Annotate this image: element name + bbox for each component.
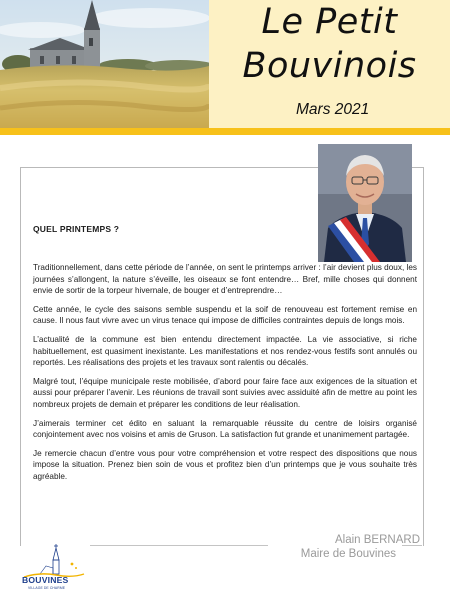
signature-divider (90, 545, 268, 546)
signature-role: Maire de Bouvines (300, 548, 396, 560)
editorial-paragraph: Cette année, le cycle des saisons semble suspendu et la soif de renouveau est fortement remise en cause. Il nous faut vivre avec un virus tenace qui impose de difficiles contraintes depuis de longs mois. (33, 304, 417, 326)
logo-tagline: VILLAGE DE CHARME (28, 586, 66, 590)
editorial-paragraph: L’actualité de la commune est bien entendu directement impactée. La vie associative, si riche habituellement, est quasiment inexistante. Les manifestations et nos rendez-vous festifs sont annulés ou reportés. Les réalisations des projets et les travaux sont ralentis ou décalés. (33, 334, 417, 368)
masthead (0, 0, 450, 128)
church-landscape-photo (0, 0, 209, 128)
editorial-body (33, 262, 417, 490)
editorial-paragraph: J’aimerais terminer cet édito en saluant la remarquable réussite du centre de loisirs organisé conjointement avec nos voisins et amis de Gruson. La satisfaction fut grande et unanimement partagée. (33, 418, 417, 440)
editorial-paragraph: Malgré tout, l’équipe municipale reste mobilisée, d’abord pour faire face aux exigences de la situation et aussi pour préparer l’avenir. Les réunions de travail sont suivies avec assiduité afin de mettre au point les nombreux projets de demain et préparer les conditions de leur réalisation. (33, 376, 417, 409)
mayor-portrait-photo (318, 144, 412, 262)
signature-name: Alain BERNARD (335, 534, 420, 546)
newsletter-title-line2: Bouvinois (242, 46, 417, 86)
town-logo (20, 544, 86, 594)
signature-block (270, 534, 420, 562)
newsletter-title-line1: Le Petit (261, 2, 398, 42)
logo-name: BOUVINES (22, 575, 69, 585)
header-accent-band (0, 128, 450, 135)
editorial-paragraph: Traditionnellement, dans cette période de l’année, on sent le printemps arriver : l’air devient plus doux, les journées s’allongent, la nature s’éveille, les oiseaux se font entendre… Bref, mille choses qui donnent envie de sortir de la torpeur hivernale, de bouger et d’entreprendre… (33, 263, 417, 296)
church-spire-icon (20, 544, 86, 578)
editorial-paragraph: Je remercie chacun d’entre vous pour votre compréhension et votre respect des dispositions que nous impose la situation. Prenez bien soin de vous et profitez bien d’un printemps que je vous souhaite très agréable. (33, 448, 417, 481)
editorial-heading: QUEL PRINTEMPS ? (33, 224, 120, 234)
issue-date: Mars 2021 (296, 101, 370, 118)
